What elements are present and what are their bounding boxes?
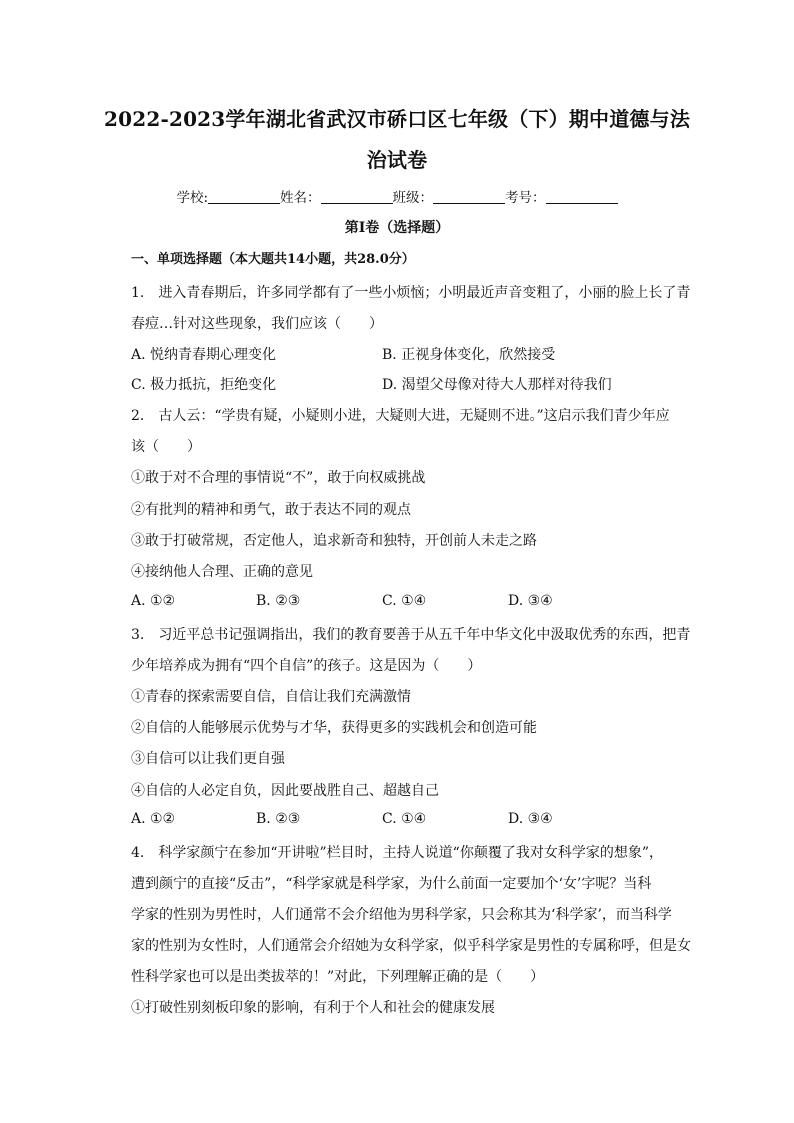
q3-option-c: C. ①④ — [382, 811, 427, 827]
q2-statement-3: ③敢于打破常规，否定他人，追求新奇和独特，开创前人未走之路 — [131, 533, 537, 549]
class-blank — [433, 190, 505, 204]
q3-stem-line2: 少年培养成为拥有“四个自信”的孩子。这是因为（ ） — [131, 658, 482, 674]
q2-option-d: D. ③④ — [508, 593, 553, 609]
q1-option-b: B. 正视身体变化，欣然接受 — [382, 347, 556, 363]
q4-stem-line2: 遭到颜宁的直接“反击”，“科学家就是科学家，为什么前面一定要加个‘女’字呢？当科 — [131, 876, 652, 892]
q2-statement-2: ②有批判的精神和勇气，敢于表达不同的观点 — [131, 502, 411, 518]
name-label: 姓名： — [280, 190, 321, 206]
name-blank — [321, 190, 393, 204]
q1-stem-line1: 1. 进入青春期后，许多同学都有了一些小烦恼；小明最近声音变粗了，小丽的脸上长了青 — [131, 285, 691, 301]
student-info-row — [60, 186, 734, 206]
q2-statement-1: ①敢于对不合理的事情说“不”，敢于向权威挑战 — [131, 470, 426, 486]
q2-stem-line1: 2. 古人云：“学贵有疑，小疑则小进，大疑则大进，无疑则不进。”这启示我们青少年应 — [131, 408, 670, 424]
q3-stem-line1: 3. 习近平总书记强调指出，我们的教育要善于从五千年中华文化中汲取优秀的东西，把青 — [131, 627, 691, 643]
number-blank — [546, 190, 618, 204]
q3-statement-4: ④自信的人必定自负，因此要战胜自己、超越自己 — [131, 783, 439, 799]
number-label: 考号： — [505, 190, 546, 206]
q4-statement-1: ①打破性别刻板印象的影响，有利于个人和社会的健康发展 — [131, 1000, 495, 1016]
q1-stem-line2: 春痘…针对这些现象，我们应该（ ） — [131, 316, 383, 332]
exam-title-line2: 治试卷 — [366, 148, 428, 172]
class-label: 班级： — [392, 190, 434, 206]
school-label: 学校: — [176, 190, 209, 206]
q3-option-a: A. ①② — [131, 811, 176, 827]
q2-option-c: C. ①④ — [382, 593, 427, 609]
exam-title-line1: 2022-2023学年湖北省武汉市硚口区七年级（下）期中道德与法 — [103, 107, 691, 131]
school-blank — [208, 190, 280, 204]
q4-stem-line5: 性科学家也可以是出类拔萃的！”对此，下列理解正确的是（ ） — [131, 969, 545, 985]
section-heading: 一、单项选择题（本大题共14小题，共28.0分） — [131, 252, 415, 267]
volume-heading: 第Ⅰ卷（选择题） — [344, 220, 450, 236]
q3-option-b: B. ②③ — [256, 811, 301, 827]
q1-option-a: A. 悦纳青春期心理变化 — [131, 347, 277, 363]
q4-stem-line1: 4. 科学家颜宁在参加“开讲啦”栏目时，主持人说道“你颠覆了我对女科学家的想象”， — [131, 845, 663, 861]
q2-option-a: A. ①② — [131, 593, 176, 609]
q2-stem-line2: 该（ ） — [131, 439, 201, 455]
q2-statement-4: ④接纳他人合理、正确的意见 — [131, 564, 313, 580]
q1-option-d: D. 渴望父母像对待大人那样对待我们 — [382, 377, 612, 393]
q3-statement-1: ①青春的探索需要自信，自信让我们充满激情 — [131, 689, 411, 705]
q2-option-b: B. ②③ — [256, 593, 301, 609]
q3-statement-2: ②自信的人能够展示优势与才华，获得更多的实践机会和创造可能 — [131, 720, 537, 736]
q3-option-d: D. ③④ — [508, 811, 553, 827]
q3-statement-3: ③自信可以让我们更自强 — [131, 751, 285, 767]
q1-option-c: C. 极力抵抗，拒绝变化 — [131, 377, 277, 393]
q4-stem-line4: 家的性别为女性时，人们通常会介绍她为女科学家，似乎科学家是男性的专属称呼，但是女 — [131, 938, 691, 954]
q4-stem-line3: 学家的性别为男性时，人们通常不会介绍他为男科学家，只会称其为‘科学家’，而当科学 — [131, 907, 672, 923]
